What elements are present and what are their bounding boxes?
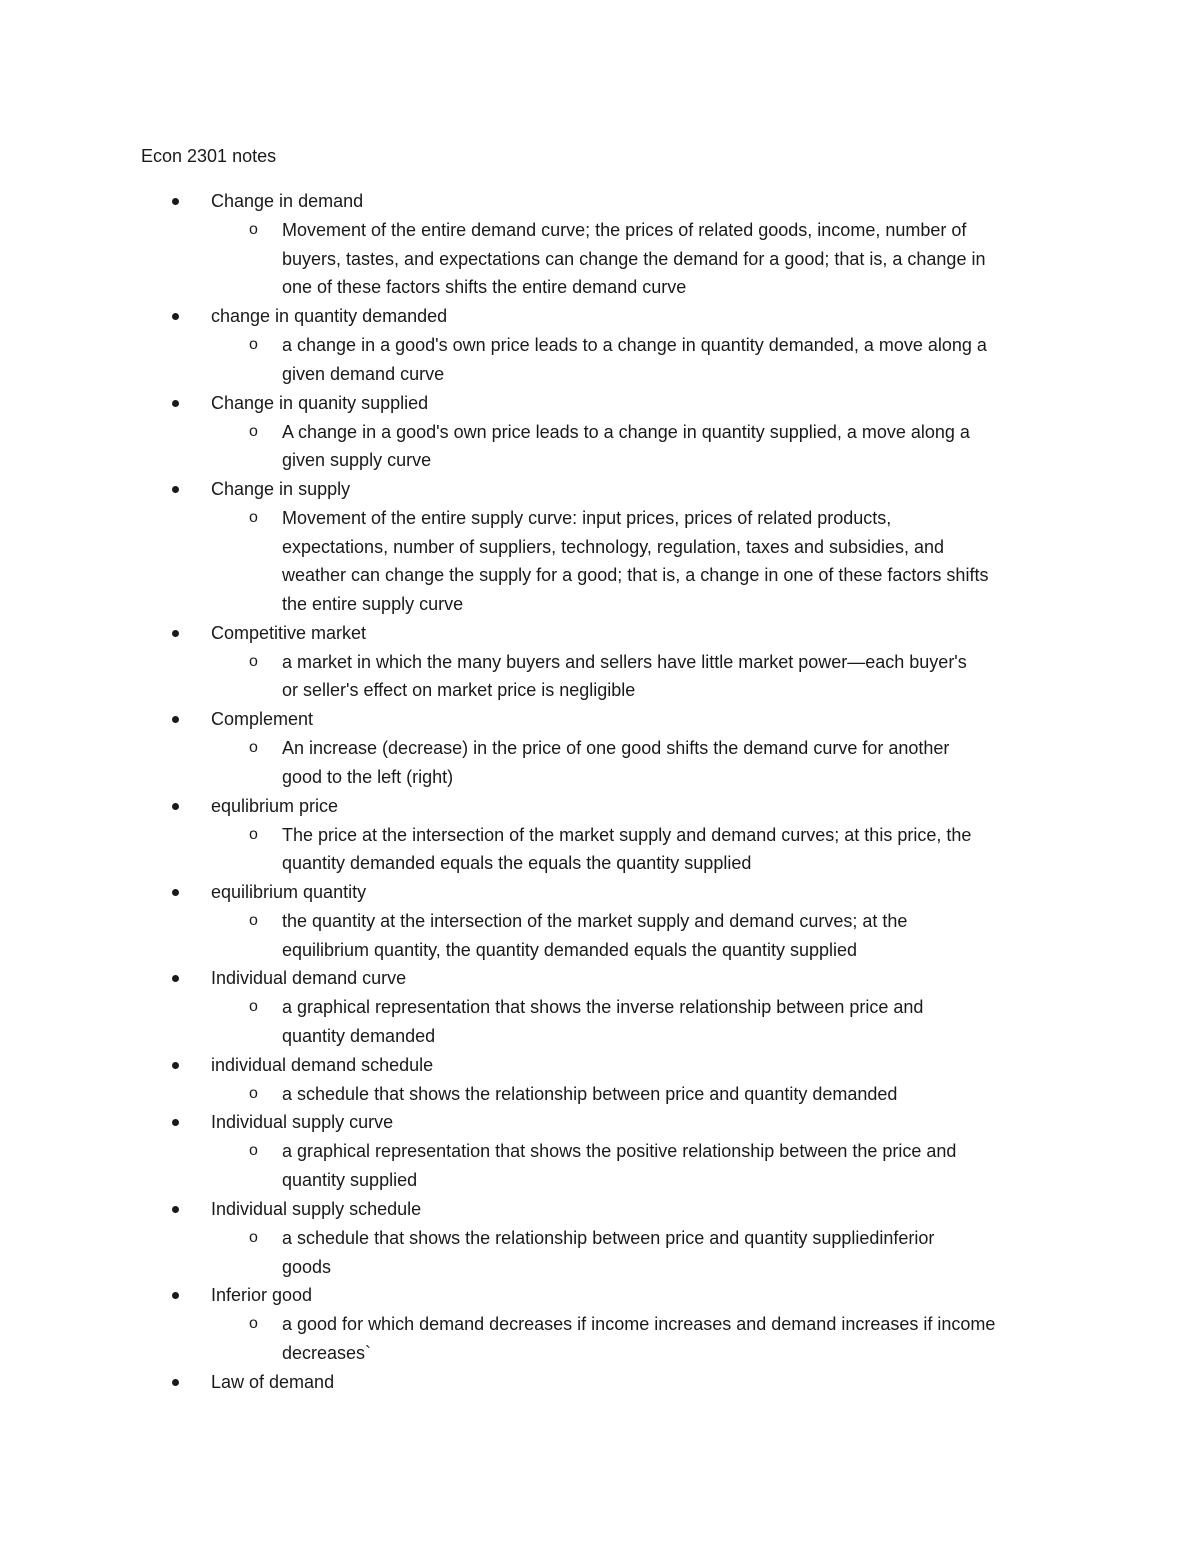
bullet-icon — [172, 716, 179, 723]
sub-list-item — [0, 907, 1200, 964]
term-label: equlibrium price — [211, 795, 339, 816]
list-item — [0, 964, 1200, 993]
sub-list-item — [0, 734, 1200, 791]
bullet-icon — [172, 486, 179, 493]
bullet-icon — [172, 1206, 179, 1213]
definition-text: a schedule that shows the relationship between price and quantity demanded — [282, 1083, 898, 1104]
bullet-icon — [172, 1062, 179, 1069]
sub-list-item — [0, 1080, 1200, 1109]
definition-text: A change in a good's own price leads to a change in quantity supplied, a move along a given supply curve — [282, 421, 970, 471]
bullet-icon — [172, 400, 179, 407]
bullet-icon — [172, 975, 179, 982]
sub-bullet-icon: o — [249, 825, 258, 843]
sub-bullet-icon: o — [249, 336, 258, 354]
term-label: Inferior good — [211, 1285, 313, 1306]
term-label: Change in demand — [211, 191, 364, 211]
sub-list-item — [0, 504, 1200, 619]
bullet-icon — [172, 1379, 179, 1386]
list-item — [0, 878, 1200, 907]
sub-bullet-icon: o — [249, 911, 258, 929]
sub-bullet-icon: o — [249, 652, 258, 670]
definition-text: Movement of the entire supply curve: input prices, prices of related products, expectations, number of suppliers, technology, regulation, taxes and subsidies, and weather can change the supply for a good; that is, a change in one of these factors shifts the entire supply curve — [282, 507, 989, 615]
document-title: Econ 2301 notes — [141, 146, 277, 166]
list-item — [0, 1368, 1200, 1397]
sub-bullet-icon: o — [249, 221, 258, 238]
list-item — [0, 389, 1200, 418]
sub-bullet-icon: o — [249, 739, 258, 757]
list-item — [0, 187, 1200, 216]
sub-list-item — [0, 821, 1200, 878]
term-label: Change in supply — [211, 478, 351, 499]
bullet-icon — [172, 889, 179, 896]
sub-bullet-icon: o — [249, 998, 258, 1016]
sub-list-item — [0, 216, 1200, 302]
term-label: equilibrium quantity — [211, 881, 367, 902]
definition-text: a schedule that shows the relationship between price and quantity suppliedinferior goods — [282, 1227, 935, 1277]
definition-text: a graphical representation that shows the inverse relationship between price and quantity demanded — [282, 997, 924, 1047]
definition-text: The price at the intersection of the market supply and demand curves; at this price, the quantity demanded equals the equals the quantity supplied — [282, 824, 972, 874]
list-item — [0, 302, 1200, 331]
sub-bullet-icon: o — [249, 1084, 258, 1102]
sub-list-item — [0, 1310, 1200, 1367]
bullet-icon — [172, 1119, 179, 1126]
definition-text: a market in which the many buyers and sellers have little market power—each buyer's or seller's effect on market price is negligible — [282, 651, 967, 701]
term-label: Individual supply schedule — [211, 1198, 422, 1219]
sub-list-item — [0, 331, 1200, 388]
sub-list-item — [0, 1137, 1200, 1194]
bullet-icon — [172, 630, 179, 637]
list-item — [0, 1108, 1200, 1137]
term-label: Change in quanity supplied — [211, 392, 429, 413]
sub-list-item — [0, 418, 1200, 475]
list-item — [0, 1051, 1200, 1080]
sub-list-item — [0, 648, 1200, 705]
sub-list-item — [0, 1224, 1200, 1281]
list-item — [0, 792, 1200, 821]
bullet-icon — [172, 1292, 179, 1299]
term-label: Complement — [211, 709, 314, 730]
term-label: Individual demand curve — [211, 968, 407, 989]
list-item — [0, 1195, 1200, 1224]
definition-text: the quantity at the intersection of the market supply and demand curves; at the equilibrium quantity, the quantity demanded equals the quantity supplied — [282, 910, 908, 960]
bullet-icon — [172, 313, 179, 320]
sub-bullet-icon: o — [249, 1228, 258, 1246]
term-label: Individual supply curve — [211, 1112, 394, 1133]
term-label: Competitive market — [211, 622, 367, 643]
list-item — [0, 705, 1200, 734]
bullet-icon — [172, 803, 179, 810]
sub-bullet-icon: o — [249, 1315, 258, 1333]
list-item — [0, 1281, 1200, 1310]
definition-text: a good for which demand decreases if income increases and demand increases if income decreases` — [282, 1314, 996, 1363]
list-item — [0, 619, 1200, 648]
term-label: Law of demand — [211, 1371, 335, 1392]
sub-bullet-icon: o — [249, 508, 258, 526]
sub-bullet-icon: o — [249, 1142, 258, 1160]
definition-text: An increase (decrease) in the price of one good shifts the demand curve for another good to the left (right) — [282, 738, 950, 787]
definition-text: a change in a good's own price leads to a change in quantity demanded, a move along a given demand curve — [282, 335, 987, 384]
bullet-icon — [172, 198, 179, 205]
definition-text: a graphical representation that shows the positive relationship between the price and quantity supplied — [282, 1141, 957, 1191]
sub-list-item — [0, 993, 1200, 1050]
sub-bullet-icon: o — [249, 422, 258, 440]
term-label: individual demand schedule — [211, 1054, 434, 1075]
definition-text: Movement of the entire demand curve; the prices of related goods, income, number of buyers, tastes, and expectations can change the demand for a good; that is, a change in one of these factors shifts the entire demand curve — [282, 220, 986, 298]
notes-list — [0, 187, 1200, 1397]
list-item — [0, 475, 1200, 504]
term-label: change in quantity demanded — [211, 306, 448, 327]
